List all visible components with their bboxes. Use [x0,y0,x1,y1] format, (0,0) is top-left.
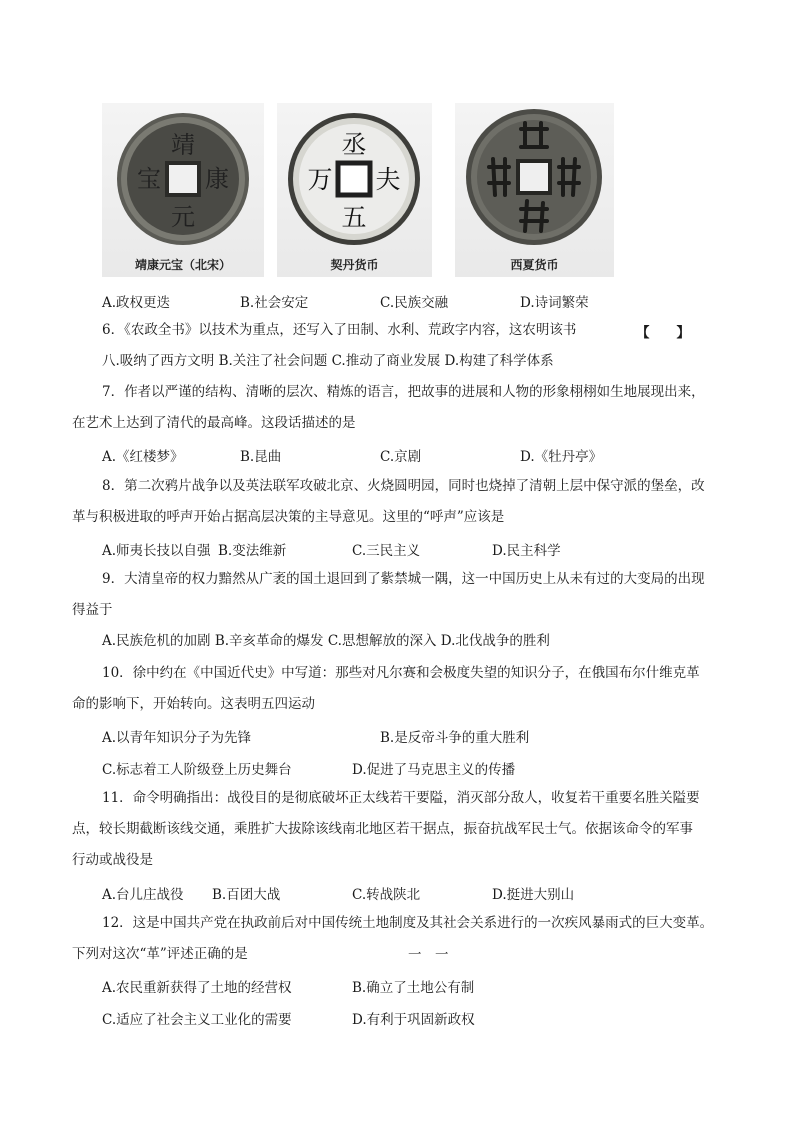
q10-option-d: D.促进了马克思主义的传播 [352,762,516,778]
coin-qidan-char-bottom: 五 [341,203,367,232]
q10-option-b: B.是反帝斗争的重大胜利 [380,730,530,746]
q11-option-b: B.百团大战 [212,887,281,903]
q12-option-b: B.确立了土地公有制 [352,980,475,996]
q5-option-a: A.政权更迭 [102,295,171,311]
coin-qidan-char-right: 夫 [375,165,401,194]
q10-stem-line2: 命的影响下，开始转向。这表明五四运动 [72,696,315,712]
q11-stem-line2: 点，较长期截断该线交通，乘胜扩大拔除该线南北地区若干据点，振奋抗战军民士气。依据该命令的军事 [72,821,693,837]
q12-option-d: D.有利于巩固新政权 [352,1012,475,1028]
coin-jingkang-char-bottom: 元 [171,203,195,231]
coin-images [102,103,614,277]
coin-xixia-image [455,103,614,277]
q7-option-c: C.京剧 [380,449,422,465]
q11-option-d: D.挺进大别山 [492,887,575,903]
coin-xixia [455,103,614,277]
q9-options: A.民族危机的加剧 B.辛亥革命的爆发 C.思想解放的深入 D.北伐战争的胜利 [102,633,550,649]
q7-option-a: A.《红楼梦》 [102,449,184,465]
coin-jingkang-char-left: 宝 [137,165,161,193]
q8-option-a: A.师夷长技以自强 [102,543,211,559]
coin-jingkang-char-right: 康 [205,165,229,193]
q7-stem-line2: 在艺术上达到了清代的最高峰。这段话描述的是 [72,415,356,431]
q7-option-d: D.《牡丹亭》 [520,449,603,465]
coin-xixia-caption: 西夏货币 [510,258,559,272]
q10-option-c: C.标志着工人阶级登上历史舞台 [102,762,292,778]
q6-stem: 6．《农政全书》以技术为重点，还写入了田制、水利、荒政字内容，这农明该书 [102,322,577,338]
q5-option-d: D.诗词繁荣 [520,295,589,311]
coin-qidan-image [277,103,432,277]
q12-mark: 一 一 [408,947,449,963]
q11-option-c: C.转战陕北 [352,887,421,903]
q12-option-a: A.农民重新获得了土地的经营权 [102,980,292,996]
q12-stem-line2: 下列对这次“革”评述正确的是 [72,946,248,962]
coin-qidan [277,103,432,277]
coin-jingkang-caption: 靖康元宝（北宋） [134,258,231,272]
q8-stem-line2: 革与积极进取的呼声开始占据高层决策的主导意见。这里的“呼声”应该是 [72,509,505,525]
q9-stem-line2: 得益于 [72,602,113,618]
coin-jingkang-char-top: 靖 [171,131,195,159]
q6-answer-bracket: 【 】 [636,325,690,341]
q11-stem-line3: 行动或战役是 [72,852,153,868]
coin-jingkang [102,103,264,277]
q12-option-c: C.适应了社会主义工业化的需要 [102,1012,292,1028]
q8-option-b: B.变法维新 [218,543,287,559]
coin-qidan-char-left: 万 [307,165,333,194]
coin-qidan-caption: 契丹货币 [330,258,379,272]
q11-option-a: A.台儿庄战役 [102,887,184,903]
q12-stem-line1: 12．这是中国共产党在执政前后对中国传统土地制度及其社会关系进行的一次疾风暴雨式的巨大变革。 [102,915,714,931]
q5-option-b: B.社会安定 [240,295,309,311]
q11-stem-line1: 11．命令明确指出：战役目的是彻底破坏正太线若干要隘，消灭部分敌人，收复若干重要名胜关隘要 [102,790,700,806]
q10-stem-line1: 10．徐中约在《中国近代史》中写道：那些对凡尔赛和会极度失望的知识分子，在俄国布尔什维克革 [102,665,700,681]
q5-option-c: C.民族交融 [380,295,449,311]
q8-option-d: D.民主科学 [492,543,561,559]
q6-options: 八.吸纳了西方文明 B.关注了社会问题 C.推动了商业发展 D.构建了科学体系 [102,353,554,369]
q7-stem-line1: 7．作者以严谨的结构、清晰的层次、精炼的语言，把故事的进展和人物的形象栩栩如生地展现出来， [102,384,705,400]
q10-option-a: A.以青年知识分子为先锋 [102,730,252,746]
coin-qidan-char-top: 丞 [341,130,367,159]
coin-jingkang-image [102,103,264,277]
q8-stem-line1: 8．第二次鸦片战争以及英法联军攻破北京、火烧圆明园，同时也烧掉了清朝上层中保守派的堡垒，改 [102,478,705,494]
q7-option-b: B.昆曲 [240,449,282,465]
q8-option-c: C.三民主义 [352,543,421,559]
q9-stem-line1: 9．大清皇帝的权力黯然从广袤的国土退回到了紫禁城一隅，这一中国历史上从未有过的大变局的出现 [102,571,705,587]
